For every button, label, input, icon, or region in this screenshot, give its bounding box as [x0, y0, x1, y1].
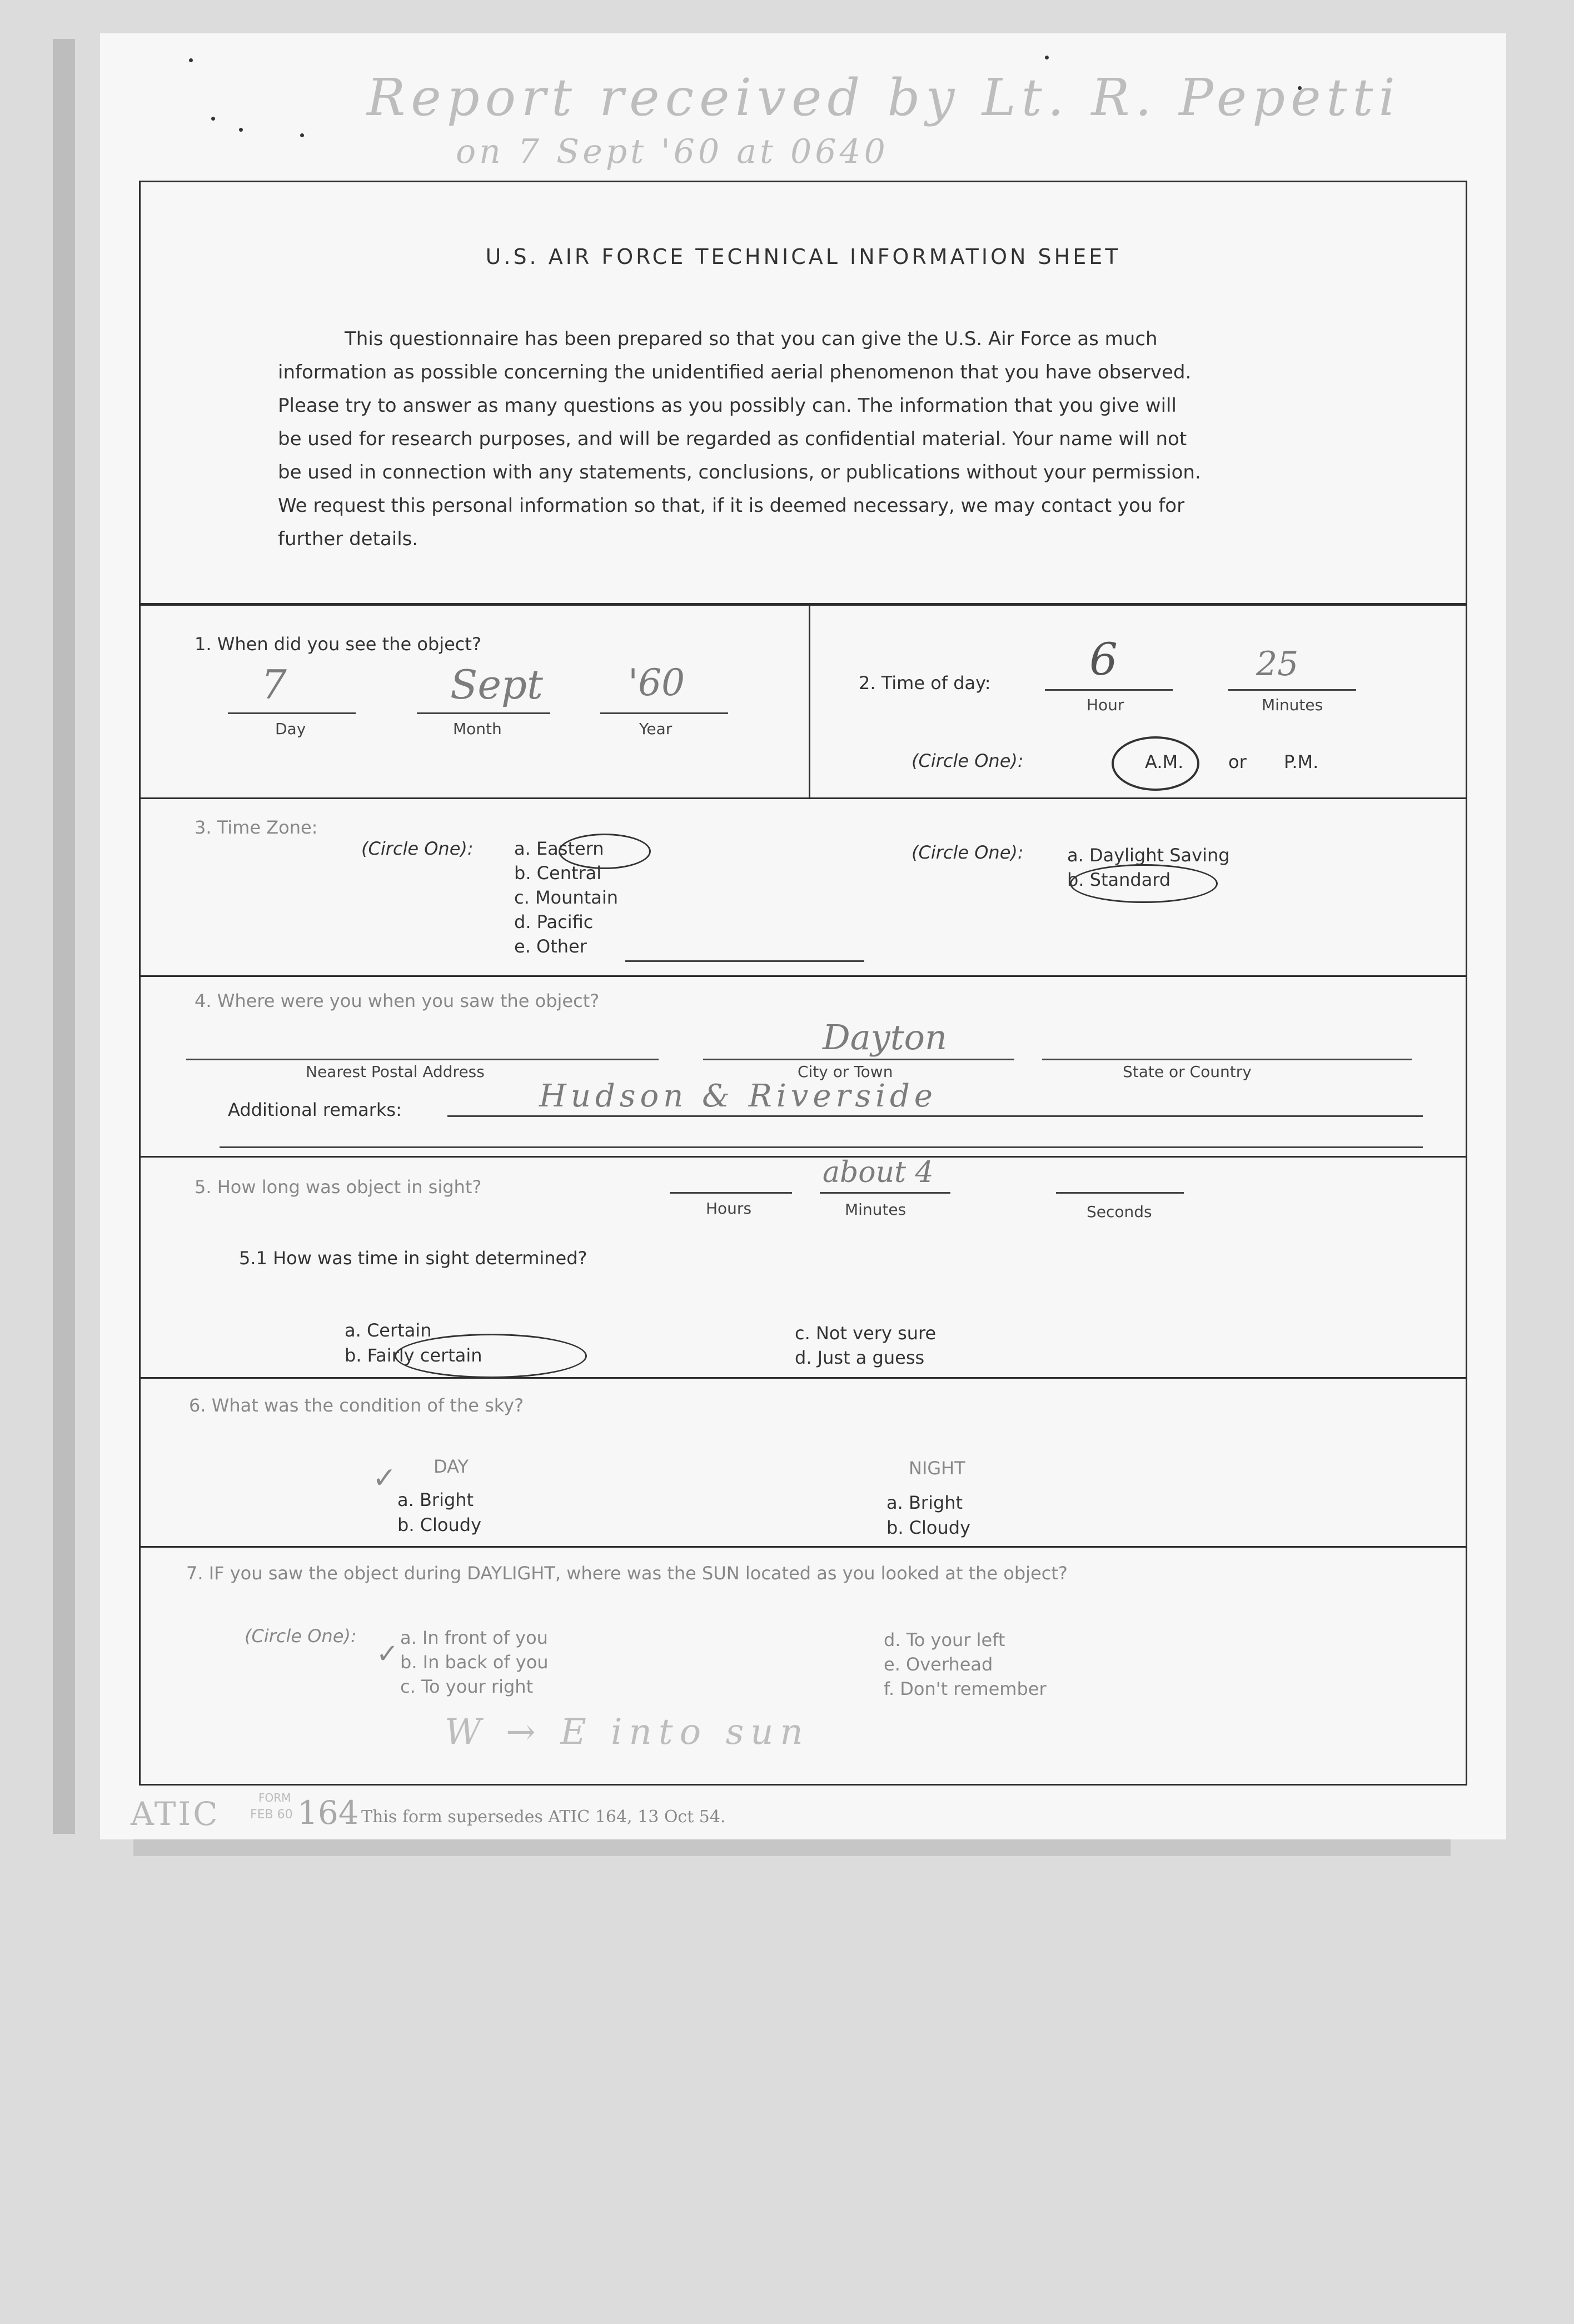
q6-day-header: DAY: [434, 1456, 469, 1477]
q4-city-line: [703, 1059, 1014, 1060]
form-title: U.S. AIR FORCE TECHNICAL INFORMATION SHEET: [485, 245, 1121, 269]
q7-question: 7. IF you saw the object during DAYLIGHT, where was the SUN located as you looked at the object?: [186, 1563, 1068, 1584]
ds-option-standard: b. Standard: [1067, 869, 1171, 890]
section-divider: [139, 1156, 1467, 1158]
q5-seconds-line: [1056, 1192, 1184, 1194]
q5-1-question: 5.1 How was time in sight determined?: [239, 1248, 587, 1269]
q7-option-right: c. To your right: [400, 1676, 534, 1697]
q1-day-value: 7: [261, 661, 287, 708]
q1-year-label: Year: [639, 720, 673, 738]
am-circle-mark: [1112, 736, 1199, 791]
q5-question: 5. How long was object in sight?: [195, 1176, 482, 1198]
section-divider: [139, 975, 1467, 977]
q2-am: A.M.: [1145, 751, 1184, 772]
tz-option-eastern: a. Eastern: [514, 838, 604, 859]
q7-handwritten-note: W → E into sun: [445, 1712, 810, 1753]
q2-hour-line: [1045, 689, 1173, 691]
frame-right: [1466, 181, 1467, 1784]
fairly-certain-circle-mark: [395, 1334, 587, 1378]
receipt-note-line2: on 7 Sept '60 at 0640: [456, 132, 889, 171]
speck: [189, 58, 193, 62]
check-mark: ✓: [372, 1462, 397, 1495]
q7-option-overhead: e. Overhead: [884, 1654, 993, 1675]
q3-question: 3. Time Zone:: [195, 817, 318, 838]
q1-day-line: [228, 712, 356, 714]
check-mark: ✓: [376, 1638, 399, 1669]
tz-option-central: b. Central: [514, 862, 602, 884]
q5-minutes-value: about 4: [823, 1156, 934, 1189]
frame-left: [139, 181, 141, 1784]
q6-day-cloudy: b. Cloudy: [397, 1514, 481, 1535]
q5-minutes-line: [820, 1192, 950, 1194]
q7-option-left: d. To your left: [884, 1629, 1005, 1650]
q2-minutes-label: Minutes: [1262, 696, 1323, 714]
intro-line: Please try to answer as many questions as you possibly can. The information that you give will: [278, 395, 1177, 417]
q4-remarks-line: [447, 1115, 1423, 1117]
form-page: [100, 33, 1506, 1839]
q7-option-back: b. In back of you: [400, 1652, 549, 1673]
footer-form-date: FEB 60: [250, 1808, 293, 1822]
q1-year-value: '60: [628, 661, 685, 704]
q5-option-certain: a. Certain: [345, 1320, 432, 1341]
q4-city-value: Dayton: [823, 1017, 947, 1058]
standard-circle-mark: [1070, 864, 1218, 903]
q6-night-cloudy: b. Cloudy: [886, 1517, 970, 1538]
speck: [211, 117, 215, 121]
q6-question: 6. What was the condition of the sky?: [189, 1395, 524, 1416]
q2-circle-one: (Circle One):: [911, 750, 1024, 771]
footer-supersedes-note: This form supersedes ATIC 164, 13 Oct 54.: [361, 1807, 726, 1827]
intro-line: This questionnaire has been prepared so that you can give the U.S. Air Force as much: [345, 328, 1158, 350]
q5-minutes-label: Minutes: [845, 1200, 906, 1219]
q3-circle-one-2: (Circle One):: [911, 842, 1024, 863]
q1-month-line: [417, 712, 550, 714]
q7-option-dont-remember: f. Don't remember: [884, 1678, 1047, 1699]
q5-hours-label: Hours: [706, 1199, 752, 1218]
footer-form-number: 164: [297, 1794, 359, 1832]
q1-month-label: Month: [453, 720, 502, 738]
section-divider: [139, 1377, 1467, 1379]
speck: [1045, 56, 1049, 59]
scan-edge-shadow: [53, 39, 75, 1834]
section-divider: [139, 797, 1467, 799]
q4-address-label: Nearest Postal Address: [306, 1063, 485, 1081]
q2-pm: P.M.: [1284, 751, 1319, 772]
q2-question: 2. Time of day:: [859, 672, 991, 694]
tz-other-line: [625, 960, 864, 962]
section-divider: [139, 603, 1467, 606]
q4-address-line: [186, 1059, 659, 1060]
q5-option-just-a-guess: d. Just a guess: [795, 1347, 925, 1368]
q6-night-bright: a. Bright: [886, 1492, 963, 1513]
q4-remarks-value: Hudson & Riverside: [539, 1078, 937, 1114]
q2-or: or: [1228, 751, 1247, 772]
intro-line: be used for research purposes, and will be regarded as confidential material. Your name will not: [278, 428, 1187, 450]
q4-city-label: City or Town: [798, 1063, 893, 1081]
intro-line: information as possible concerning the unidentified aerial phenomenon that you have observed.: [278, 361, 1192, 383]
q4-remarks-line-2: [220, 1146, 1423, 1148]
q5-option-not-very-sure: c. Not very sure: [795, 1323, 937, 1344]
q5-option-fairly-certain: b. Fairly certain: [345, 1345, 482, 1366]
q1-month-value: Sept: [450, 661, 543, 708]
section-divider: [139, 1546, 1467, 1548]
frame-bottom: [139, 1784, 1467, 1786]
q6-night-header: NIGHT: [909, 1458, 965, 1479]
intro-line: be used in connection with any statements, conclusions, or publications without your permission.: [278, 461, 1201, 483]
q2-hour-value: 6: [1089, 634, 1118, 685]
tz-option-pacific: d. Pacific: [514, 911, 594, 932]
speck: [239, 128, 243, 132]
q7-option-front: a. In front of you: [400, 1627, 548, 1648]
q5-seconds-label: Seconds: [1087, 1203, 1152, 1221]
q4-question: 4. Where were you when you saw the object?: [195, 990, 600, 1011]
q1-year-line: [600, 712, 728, 714]
q4-state-line: [1042, 1059, 1412, 1060]
intro-line: We request this personal information so that, if it is deemed necessary, we may contact you for: [278, 495, 1185, 517]
q6-day-bright: a. Bright: [397, 1489, 474, 1510]
frame-top: [139, 181, 1467, 182]
receipt-note-line1: Report received by Lt. R. Pepetti: [367, 68, 1401, 127]
q7-circle-one: (Circle One):: [245, 1625, 357, 1647]
speck: [300, 133, 304, 137]
q1-q2-divider: [809, 603, 810, 797]
q2-minutes-line: [1228, 689, 1356, 691]
q2-hour-label: Hour: [1087, 696, 1124, 714]
footer-atic: ATIC: [131, 1795, 220, 1833]
tz-option-other: e. Other: [514, 936, 587, 957]
q3-circle-one: (Circle One):: [361, 838, 474, 859]
q5-hours-line: [670, 1192, 792, 1194]
q4-remarks-label: Additional remarks:: [228, 1099, 402, 1120]
footer-form-word: FORM: [258, 1791, 291, 1804]
ds-option-daylight: a. Daylight Saving: [1067, 845, 1230, 866]
q2-minutes-value: 25: [1256, 645, 1299, 684]
q1-day-label: Day: [275, 720, 306, 738]
intro-line: further details.: [278, 528, 419, 550]
q1-question: 1. When did you see the object?: [195, 634, 481, 655]
tz-option-mountain: c. Mountain: [514, 887, 619, 908]
q4-state-label: State or Country: [1123, 1063, 1252, 1081]
